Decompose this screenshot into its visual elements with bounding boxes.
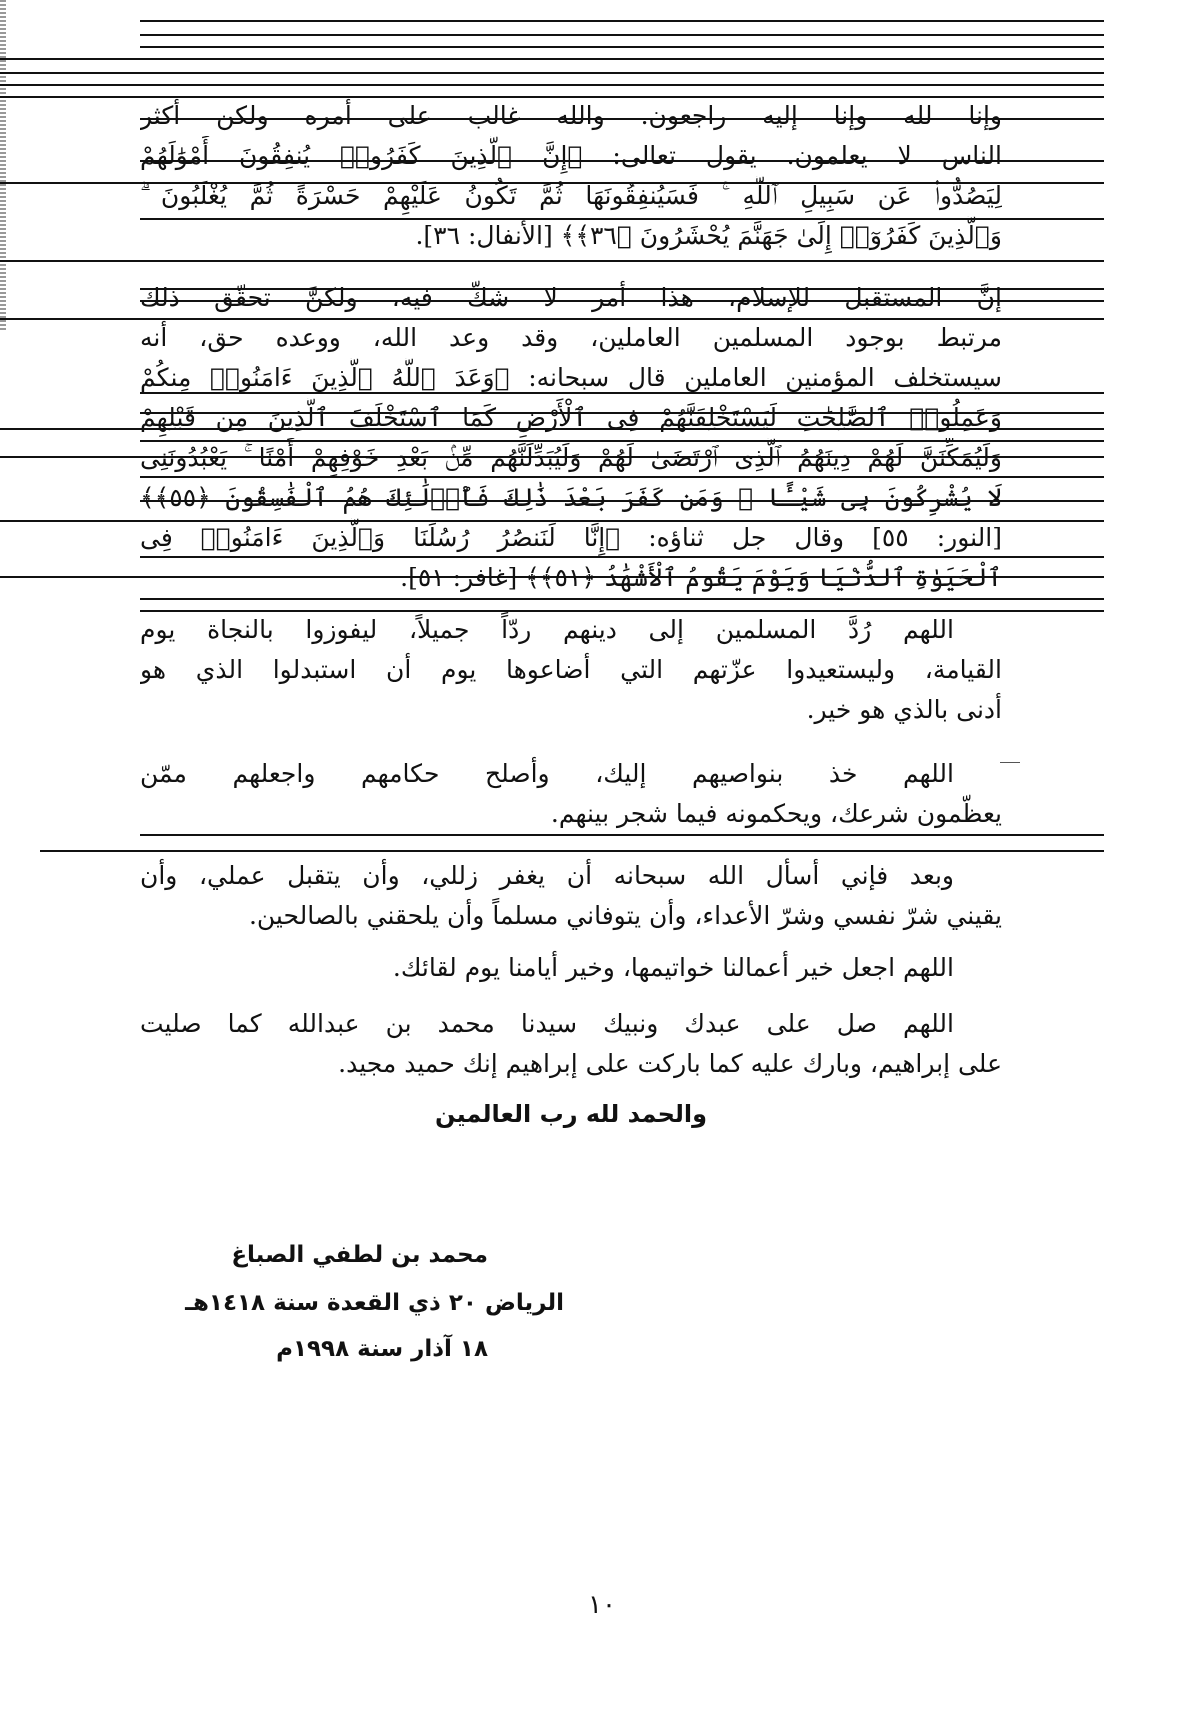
text-line: اللهم اجعل خير أعمالنا خواتيمها، وخير أيامنا يوم لقائك. xyxy=(392,953,954,982)
text-line: وَلَيُمَكِّنَنَّ لَهُمْ دِينَهُمُ ٱلَّذِى ٱرْتَضَىٰ لَهُمْ وَلَيُبَدِّلَنَّهُم مِّنۢ بَعْدِ خَوْفِهِمْ أَمْنًا ۚ يَعْبُدُونَنِى xyxy=(140,443,1002,472)
text-line: وإنا لله وإنا إليه راجعون. والله غالب على أمره ولكن أكثر xyxy=(140,101,1002,130)
scan-line xyxy=(0,72,1104,74)
paragraph-6 xyxy=(140,948,1002,988)
text-line: سيستخلف المؤمنين العاملين قال سبحانه: ﴿وَعَدَ ٱللَّهُ ٱلَّذِينَ ءَامَنُوا۟ مِنكُمْ xyxy=(140,363,1002,392)
paragraph-2 xyxy=(140,278,1002,598)
text-line: يقيني شرّ نفسي وشرّ الأعداء، وأن يتوفاني مسلماً وأن يلحقني بالصالحين. xyxy=(248,901,1002,930)
text-line: ٱلْحَيَوٰةِ ٱلدُّنْيَا وَيَوْمَ يَقُومُ ٱلْأَشْهَٰدُ ﴿٥١﴾﴾ [غافر: ٥١]. xyxy=(400,563,1002,592)
text-line: اللهم رُدَّ المسلمين إلى دينهم ردّاً جميلاً، ليفوزوا بالنجاة يوم xyxy=(140,615,954,644)
paragraph-7 xyxy=(140,1004,1002,1084)
text-line: لَا يُشْرِكُونَ بِى شَيْـًٔا ۚ وَمَن كَفَرَ بَعْدَ ذَٰلِكَ فَأُو۟لَٰٓئِكَ هُمُ ٱلْفَٰسِقُونَ ﴿٥٥﴾﴾ xyxy=(140,483,1002,512)
text-line: على إبراهيم، وبارك عليه كما باركت على إبراهيم إنك حميد مجيد. xyxy=(338,1049,1002,1078)
text-line: وبعد فإني أسأل الله سبحانه أن يغفر زللي، وأن يتقبل عملي، وأن xyxy=(140,861,954,890)
page-number: ١٠ xyxy=(588,1590,616,1620)
signature-greg-date: ١٨ آذار سنة ١٩٩٨م xyxy=(276,1336,488,1362)
text-line: [النور: ٥٥] وقال جل ثناؤه: ﴿إِنَّا لَنَنصُرُ رُسُلَنَا وَٱلَّذِينَ ءَامَنُوا۟ فِى xyxy=(140,523,1002,552)
text-line: اللهم خذ بنواصيهم إليك، وأصلح حكامهم واجعلهم ممّن xyxy=(140,759,954,788)
text-line: القيامة، وليستعيدوا عزّتهم التي أضاعوها يوم أن استبدلوا الذي هو xyxy=(140,655,1002,684)
text-line: الناس لا يعلمون. يقول تعالى: ﴿إِنَّ ٱلَّذِينَ كَفَرُوا۟ يُنفِقُونَ أَمْوَٰلَهُمْ xyxy=(140,141,1002,170)
closing-text: والحمد لله رب العالمين xyxy=(434,1100,708,1128)
scan-edge xyxy=(0,0,6,330)
text-line: أدنى بالذي هو خير. xyxy=(806,695,1002,724)
text-line: وَعَمِلُوا۟ ٱلصَّٰلِحَٰتِ لَيَسْتَخْلِفَنَّهُمْ فِى ٱلْأَرْضِ كَمَا ٱسْتَخْلَفَ ٱلَّذِينَ مِن قَبْلِهِمْ xyxy=(140,403,1002,432)
text-line: إنَّ المستقبل للإسلام، هذا أمر لا شكّ فيه، ولكنَّ تحقّق ذلك xyxy=(140,283,1002,312)
signature-name: محمد بن لطفي الصباغ xyxy=(231,1242,488,1268)
paragraph-3 xyxy=(140,610,1002,730)
text-line: مرتبط بوجود المسلمين العاملين، وقد وعد الله، ووعده حق، أنه xyxy=(140,323,1002,352)
scan-line xyxy=(140,34,1104,36)
scan-line xyxy=(0,84,1104,86)
scan-line xyxy=(0,58,1104,60)
text-line: لِيَصُدُّوا۟ عَن سَبِيلِ ٱللَّهِ ۚ فَسَيُنفِقُونَهَا ثُمَّ تَكُونُ عَلَيْهِمْ حَسْرَةً ثُمَّ يُغْلَبُونَ ۗ xyxy=(140,181,1002,210)
text-line: وَٱلَّذِينَ كَفَرُوٓا۟ إِلَىٰ جَهَنَّمَ يُحْشَرُونَ ﴿٣٦﴾﴾ [الأنفال: ٣٦]. xyxy=(415,221,1002,250)
margin-mark xyxy=(1000,762,1020,763)
signature-place-date: الرياض ٢٠ ذي القعدة سنة ١٤١٨هـ xyxy=(185,1290,564,1316)
document-body xyxy=(140,96,1002,1134)
paragraph-1 xyxy=(140,96,1002,256)
text-line: اللهم صل على عبدك ونبيك سيدنا محمد بن عبدالله كما صليت xyxy=(140,1009,954,1038)
text-line: يعظّمون شرعك، ويحكمونه فيما شجر بينهم. xyxy=(550,799,1002,828)
closing-line xyxy=(140,1094,1002,1134)
paragraph-5 xyxy=(140,856,1002,936)
paragraph-4 xyxy=(140,754,1002,834)
scan-line xyxy=(140,46,1104,48)
scan-line xyxy=(140,20,1104,22)
